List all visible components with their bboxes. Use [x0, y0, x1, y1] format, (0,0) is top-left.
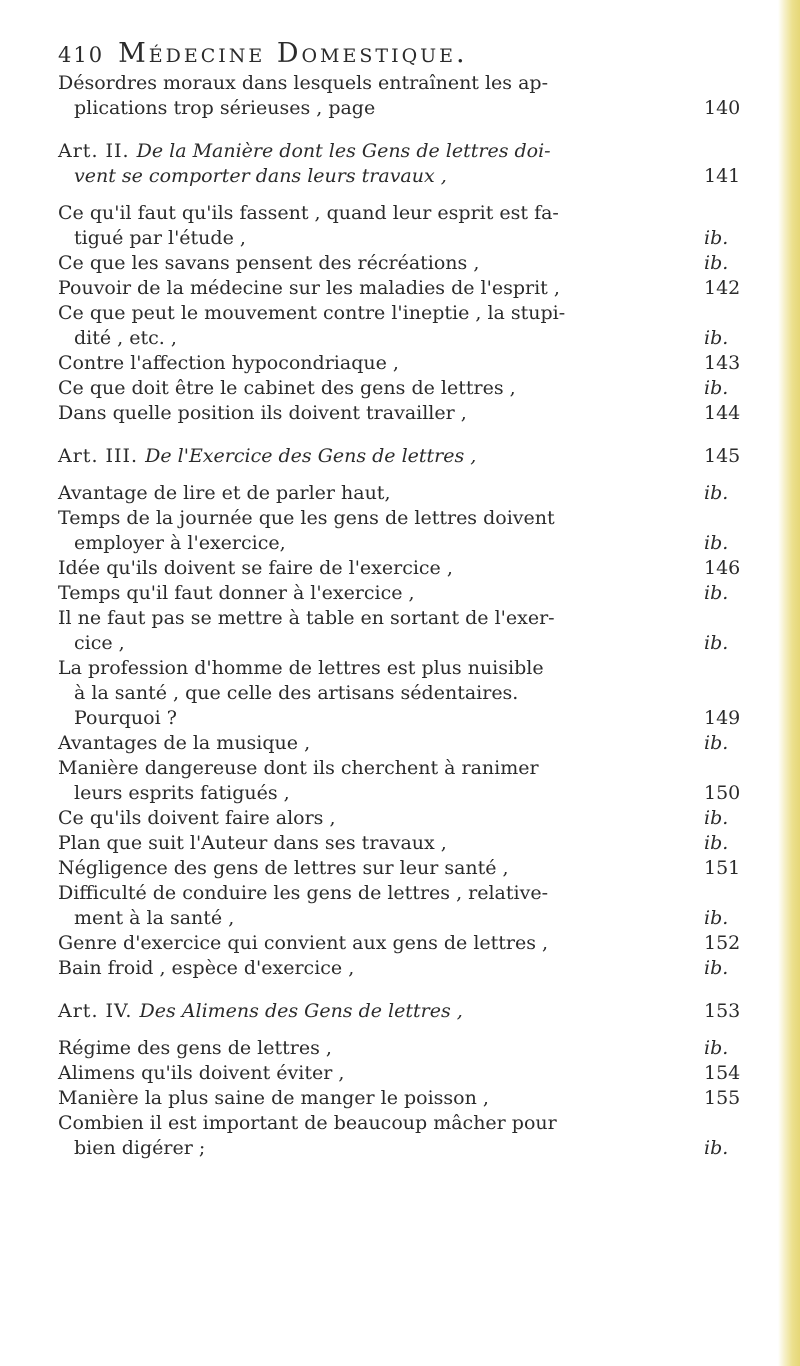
index-entry: [58, 71, 748, 96]
page-reference: ib.: [704, 582, 729, 604]
article-heading-continuation: [58, 164, 748, 189]
article-heading: [58, 999, 748, 1024]
index-entry: [58, 1111, 748, 1136]
entry-text: Alimens qu'ils doivent éviter ,: [58, 1062, 345, 1084]
index-entry: [58, 906, 748, 931]
entry-text: Temps de la journée que les gens de lettres doivent: [58, 507, 555, 529]
entry-text: Il ne faut pas se mettre à table en sortant de l'exer-: [58, 607, 555, 629]
article-number: Art. IV.: [58, 1000, 140, 1022]
article-number: Art. III.: [58, 445, 146, 467]
index-entry: [58, 1086, 748, 1111]
entry-text: Combien il est important de beaucoup mâcher pour: [58, 1112, 557, 1134]
entry-text: Pouvoir de la médecine sur les maladies de l'esprit ,: [58, 277, 560, 299]
index-entry: [58, 581, 748, 606]
page-reference: ib.: [704, 252, 729, 274]
entry-text: Contre l'affection hypocondriaque ,: [58, 352, 399, 374]
index-entry: [58, 631, 748, 656]
page-reference: 144: [704, 402, 741, 424]
index-entry: [58, 276, 748, 301]
page-reference: 142: [704, 277, 741, 299]
page-reference: 143: [704, 352, 741, 374]
article-title: De la Manière dont les Gens de lettres doi-: [136, 140, 551, 162]
page-edge: [778, 0, 800, 1366]
index-entry: [58, 806, 748, 831]
index-entry: [58, 831, 748, 856]
entry-text: Ce que les savans pensent des récréations ,: [58, 252, 480, 274]
entry-text: dité , etc. ,: [74, 327, 177, 349]
entry-text: Avantages de la musique ,: [58, 732, 311, 754]
index-entry: [58, 556, 748, 581]
page-reference: 153: [704, 1000, 741, 1022]
index-entry: [58, 351, 748, 376]
entry-text: Genre d'exercice qui convient aux gens de lettres ,: [58, 932, 549, 954]
entry-text: Dans quelle position ils doivent travailler ,: [58, 402, 467, 424]
entry-text: bien digérer ;: [74, 1137, 206, 1159]
entry-text: Pourquoi ?: [74, 707, 177, 729]
entry-text: Bain froid , espèce d'exercice ,: [58, 957, 355, 979]
index-entry: [58, 251, 748, 276]
index-entry: [58, 201, 748, 226]
page-reference: ib.: [704, 632, 729, 654]
entry-text: Difficulté de conduire les gens de lettres , relative-: [58, 882, 548, 904]
entry-text: Manière dangereuse dont ils cherchent à ranimer: [58, 757, 539, 779]
index-entry: [58, 226, 748, 251]
article-title: Des Alimens des Gens de lettres ,: [139, 1000, 463, 1022]
page-reference: ib.: [704, 227, 729, 249]
entry-text: Désordres moraux dans lesquels entraînent les ap-: [58, 72, 549, 94]
page-reference: 154: [704, 1062, 741, 1084]
index-entry: [58, 301, 748, 326]
index-entry: [58, 856, 748, 881]
index-entry: [58, 956, 748, 981]
index-entry: [58, 326, 748, 351]
entry-text: Négligence des gens de lettres sur leur santé ,: [58, 857, 509, 879]
entry-text: Régime des gens de lettres ,: [58, 1037, 332, 1059]
entry-text: Idée qu'ils doivent se faire de l'exercice ,: [58, 557, 453, 579]
index-entry: [58, 606, 748, 631]
index-entry: [58, 506, 748, 531]
page-reference: ib.: [704, 907, 729, 929]
page-reference: 140: [704, 97, 741, 119]
running-header: [58, 38, 748, 69]
page-reference: ib.: [704, 482, 729, 504]
article-heading: [58, 139, 748, 164]
entry-text: Temps qu'il faut donner à l'exercice ,: [58, 582, 415, 604]
entry-text: ment à la santé ,: [74, 907, 235, 929]
page-reference: 155: [704, 1087, 741, 1109]
entry-text: Ce que doit être le cabinet des gens de lettres ,: [58, 377, 516, 399]
index-page: [58, 38, 748, 1161]
entry-text: La profession d'homme de lettres est plus nuisible: [58, 657, 544, 679]
index-entry: [58, 376, 748, 401]
index-entry: [58, 1136, 748, 1161]
entry-text: tigué par l'étude ,: [74, 227, 246, 249]
index-entry: [58, 681, 748, 706]
index-entries: [58, 71, 748, 1161]
index-entry: [58, 401, 748, 426]
index-entry: [58, 481, 748, 506]
page-reference: ib.: [704, 532, 729, 554]
page-number: 410: [58, 43, 105, 67]
page-reference: 150: [704, 782, 741, 804]
running-title: Médecine Domestique.: [118, 38, 468, 69]
page-reference: ib.: [704, 732, 729, 754]
page-reference: ib.: [704, 377, 729, 399]
index-entry: [58, 1061, 748, 1086]
page-reference: ib.: [704, 1137, 729, 1159]
index-entry: [58, 931, 748, 956]
entry-text: cice ,: [74, 632, 125, 654]
index-entry: [58, 881, 748, 906]
entry-text: Ce qu'il faut qu'ils fassent , quand leur esprit est fa-: [58, 202, 559, 224]
index-entry: [58, 656, 748, 681]
index-entry: [58, 756, 748, 781]
entry-text: à la santé , que celle des artisans sédentaires.: [74, 682, 519, 704]
article-title: vent se comporter dans leurs travaux ,: [74, 165, 447, 187]
entry-text: Ce qu'ils doivent faire alors ,: [58, 807, 336, 829]
page-reference: 151: [704, 857, 741, 879]
article-title: De l'Exercice des Gens de lettres ,: [145, 445, 477, 467]
page-reference: ib.: [704, 832, 729, 854]
index-entry: [58, 781, 748, 806]
page-reference: ib.: [704, 327, 729, 349]
entry-text: Ce que peut le mouvement contre l'ineptie , la stupi-: [58, 302, 566, 324]
index-entry: [58, 96, 748, 121]
page-reference: 141: [704, 165, 741, 187]
page-reference: ib.: [704, 957, 729, 979]
index-entry: [58, 1036, 748, 1061]
index-entry: [58, 531, 748, 556]
index-entry: [58, 706, 748, 731]
entry-text: Plan que suit l'Auteur dans ses travaux ,: [58, 832, 447, 854]
page-reference: 152: [704, 932, 741, 954]
entry-text: employer à l'exercice,: [74, 532, 286, 554]
page-reference: 146: [704, 557, 741, 579]
entry-text: Avantage de lire et de parler haut,: [58, 482, 391, 504]
article-number: Art. II.: [58, 140, 137, 162]
entry-text: Manière la plus saine de manger le poisson ,: [58, 1087, 489, 1109]
page-reference: ib.: [704, 1037, 729, 1059]
index-entry: [58, 731, 748, 756]
page-reference: 145: [704, 445, 741, 467]
article-heading: [58, 444, 748, 469]
entry-text: plications trop sérieuses , page: [74, 97, 376, 119]
entry-text: leurs esprits fatigués ,: [74, 782, 290, 804]
page-reference: ib.: [704, 807, 729, 829]
page-reference: 149: [704, 707, 741, 729]
